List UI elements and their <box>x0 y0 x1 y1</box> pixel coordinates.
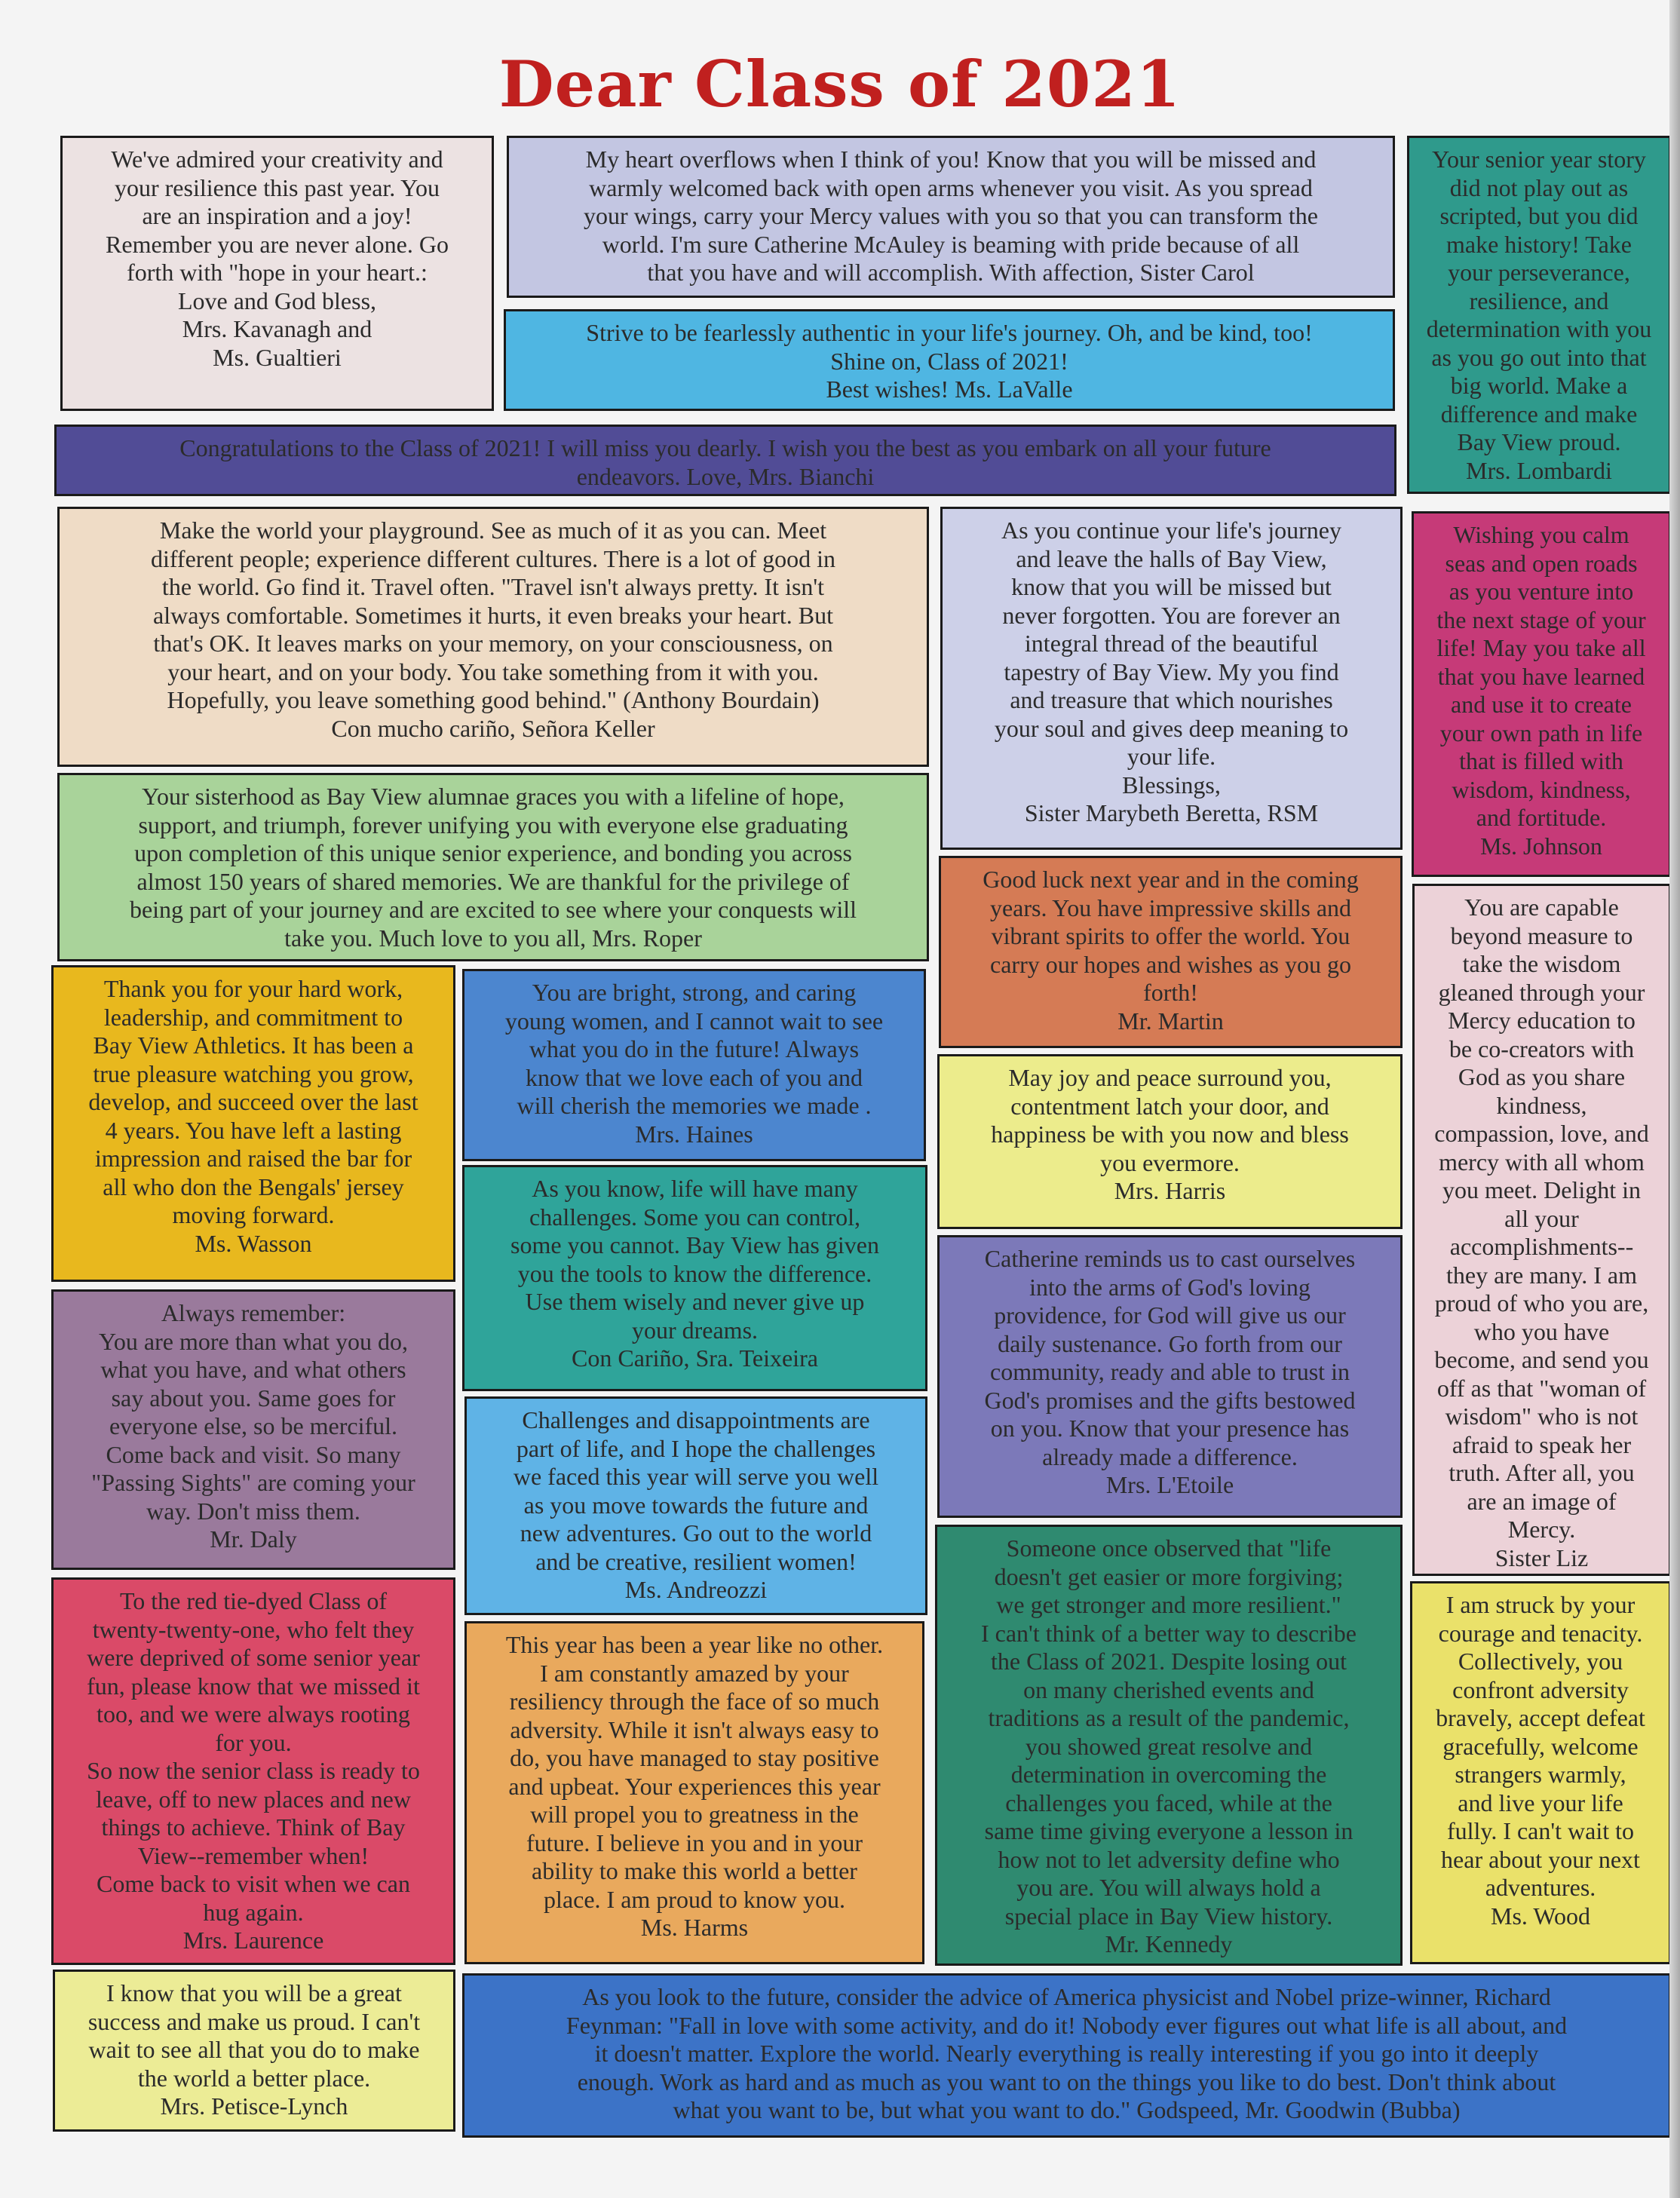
message-text: I know that you will be a great success and make us proud. I can't wait to see all that you do to make the world a better place. Mrs. Petisce-Lynch <box>87 1979 421 2120</box>
message-text: Wishing you calm seas and open roads as you venture into the next stage of your life! May you take all that you have learned and use it to create your own path in life that is filled with wisdom, kindness, and fortitude. Ms. Johnson <box>1436 521 1646 860</box>
message-haines <box>462 969 926 1161</box>
message-text: You are capable beyond measure to take the wisdom gleaned through your Mercy education to be co-creators with God as you share kindness, compassion, love, and mercy with all whom you meet. Delight in all your accomplishments-- they are many. I am proud of who you are, who you have become, and send you off as that "woman of wisdom" who is not afraid to speak her truth. After all, you are an image of Mercy. Sister Liz <box>1434 894 1649 1571</box>
message-petisce-lynch <box>53 1970 455 2132</box>
message-text: As you look to the future, consider the advice of America physicist and Nobel prize-winner, Richard Feynman: "Fall in love with some activity, and do it! Nobody ever figures out what life is all about, and it doesn't matter. Explore the world. Nearly everything is really interesting if you go into it deeply enough. Work as hard and as much as you want to on the things you like to do best. Don't think about what you want to be, but what you want to do." Godspeed, Mr. Goodwin (Bubba) <box>566 1983 1568 2123</box>
page-title: Dear Class of 2021 <box>498 47 1182 121</box>
message-text: Your sisterhood as Bay View alumnae graces you with a lifeline of hope, support, and triumph, forever unifying you with everyone else graduating upon completion of this unique senior experience, and bonding you across almost 150 years of shared memories. We are thankful for the privilege of being part of your journey and are excited to see where your conquests will take you. Much love to you all, Mrs. Roper <box>129 783 857 952</box>
message-harms <box>464 1621 924 1964</box>
message-text: Make the world your playground. See as much of it as you can. Meet different people; experience different cultures. There is a lot of good in the world. Go find it. Travel often. "Travel isn't always pretty. It isn't always comfortable. Sometimes it hurts, it even breaks your heart. But that's OK. It leaves marks on your memory, on your consciousness, on your heart, and on your body. You take something from it with you. Hopefully, you leave something good behind." (Anthony Bourdain) Con mucho cariño, Señora Keller <box>150 517 836 742</box>
message-sister-liz <box>1412 884 1671 1576</box>
message-lombardi <box>1407 136 1671 494</box>
message-bianchi <box>54 425 1396 496</box>
message-text: We've admired your creativity and your resilience this past year. You are an inspiration and a joy! Remember you are never alone. Go forth with "hope in your heart.: Love and God bless, Mrs. Kavanagh and Ms. Gualtieri <box>106 146 449 371</box>
message-text: Thank you for your hard work, leadership, and commitment to Bay View Athletics. It has been a true pleasure watching you grow, develop, and succeed over the last 4 years. You have left a lasting impression and raised the bar for all who don the Bengals' jersey moving forward. Ms. Wasson <box>88 975 418 1257</box>
message-johnson <box>1412 511 1671 877</box>
message-text: This year has been a year like no other. I am constantly amazed by your resiliency through the face of so much adversity. While it isn't always easy to do, you have managed to stay positive and upbeat. Your experiences this year will propel you to greatness in the future. I believe in you and in your ability to make this world a better place. I am proud to know you. Ms. Harms <box>505 1631 884 1941</box>
message-text: As you continue your life's journey and leave the halls of Bay View, know that you will be missed but never forgotten. You are forever an integral thread of the beautiful tapestry of Bay View. My you find and treasure that which nourishes your soul and gives deep meaning to your life. Blessings, Sister Marybeth Beretta, RSM <box>994 517 1349 826</box>
message-letoile <box>937 1235 1403 1518</box>
message-kavanagh <box>60 136 494 411</box>
message-text: Strive to be fearlessly authentic in your life's journey. Oh, and be kind, too! Shine on, Class of 2021! Best wishes! Ms. LaValle <box>586 319 1313 403</box>
message-keller <box>57 507 929 767</box>
message-martin <box>939 856 1403 1048</box>
message-kennedy <box>935 1525 1403 1966</box>
message-laurence <box>51 1577 455 1965</box>
message-text: I am struck by your courage and tenacity. Collectively, you confront adversity bravely, accept defeat gracefully, welcome strangers warmly, and live your life fully. I can't wait to hear about your next adventures. Ms. Wood <box>1436 1591 1645 1930</box>
message-text: Someone once observed that "life doesn't get easier or more forgiving; we get stronger and more resilient." I can't think of a better way to describe the Class of 2021. Despite losing out on many cherished events and traditions as a result of the pandemic, you showed great resolve and determination in overcoming the challenges you faced, while at the same time giving everyone a lesson in how not to let adversity define who you are. You will always hold a special place in Bay View history. Mr. Kennedy <box>980 1534 1357 1957</box>
message-teixeira <box>462 1165 927 1391</box>
message-text: Congratulations to the Class of 2021! I will miss you dearly. I wish you the best as you embark on all your future endeavors. Love, Mrs. Bianchi <box>179 434 1271 490</box>
message-text: Catherine reminds us to cast ourselves into the arms of God's loving providence, for God will give us our daily sustenance. Go forth from our community, ready and able to trust in God's promises and the gifts bestowed on you. Know that your presence has already made a difference. Mrs. L'Etoile <box>984 1245 1356 1498</box>
message-text: May joy and peace surround you, contentment latch your door, and happiness be with you now and bless you evermore. Mrs. Harris <box>991 1064 1349 1204</box>
message-wood <box>1410 1581 1671 1964</box>
message-roper <box>57 773 929 961</box>
message-harris <box>937 1054 1403 1229</box>
message-goodwin <box>462 1973 1671 2138</box>
message-text: You are bright, strong, and caring young women, and I cannot wait to see what you do in the future! Always know that we love each of you and will cherish the memories we made . Mrs. Haines <box>504 979 884 1148</box>
message-text: Your senior year story did not play out as scripted, but you did make history! Take your perseverance, resilience, and determination with you as you go out into that big world. Make a difference and make Bay View proud. Mrs. Lombardi <box>1426 146 1652 484</box>
message-sister-carol <box>507 136 1395 298</box>
message-andreozzi <box>464 1396 927 1615</box>
message-wasson <box>51 965 455 1282</box>
message-text: Good luck next year and in the coming years. You have impressive skills and vibrant spirits to offer the world. You carry our hopes and wishes as you go forth! Mr. Martin <box>983 866 1359 1035</box>
message-text: Challenges and disappointments are part of life, and I hope the challenges we faced this year will serve you well as you move towards the future and new adventures. Go out to the world and be creative, resilient women! Ms. Andreozzi <box>513 1406 879 1603</box>
message-daly <box>51 1289 455 1570</box>
page-edge-shadow <box>1669 0 1680 2198</box>
message-beretta <box>940 507 1403 850</box>
message-text: My heart overflows when I think of you! Know that you will be missed and warmly welcomed back with open arms whenever you visit. As you spread your wings, carry your Mercy values with you so that you can transform the world. I'm sure Catherine McAuley is beaming with pride because of all that you have and will accomplish. With affection, Sister Carol <box>584 146 1318 286</box>
message-text: To the red tie-dyed Class of twenty-twenty-one, who felt they were deprived of some senior year fun, please know that we missed it too, and we were always rooting for you. So now the senior class is ready to leave, off to new places and new things to achieve. Think of Bay View--remember when! Come back to visit when we can hug again. Mrs. Laurence <box>87 1587 420 1954</box>
message-lavallee <box>504 309 1395 411</box>
message-text: Always remember: You are more than what you do, what you have, and what others say about you. Same goes for everyone else, so be merciful. Come back and visit. So many "Passing Sights" are coming your way. Don't miss them. Mr. Daly <box>91 1299 415 1553</box>
message-text: As you know, life will have many challenges. Some you can control, some you cannot. Bay View has given you the tools to know the difference. Use them wisely and never give up your dreams. Con Cariño, Sra. Teixeira <box>510 1175 879 1372</box>
